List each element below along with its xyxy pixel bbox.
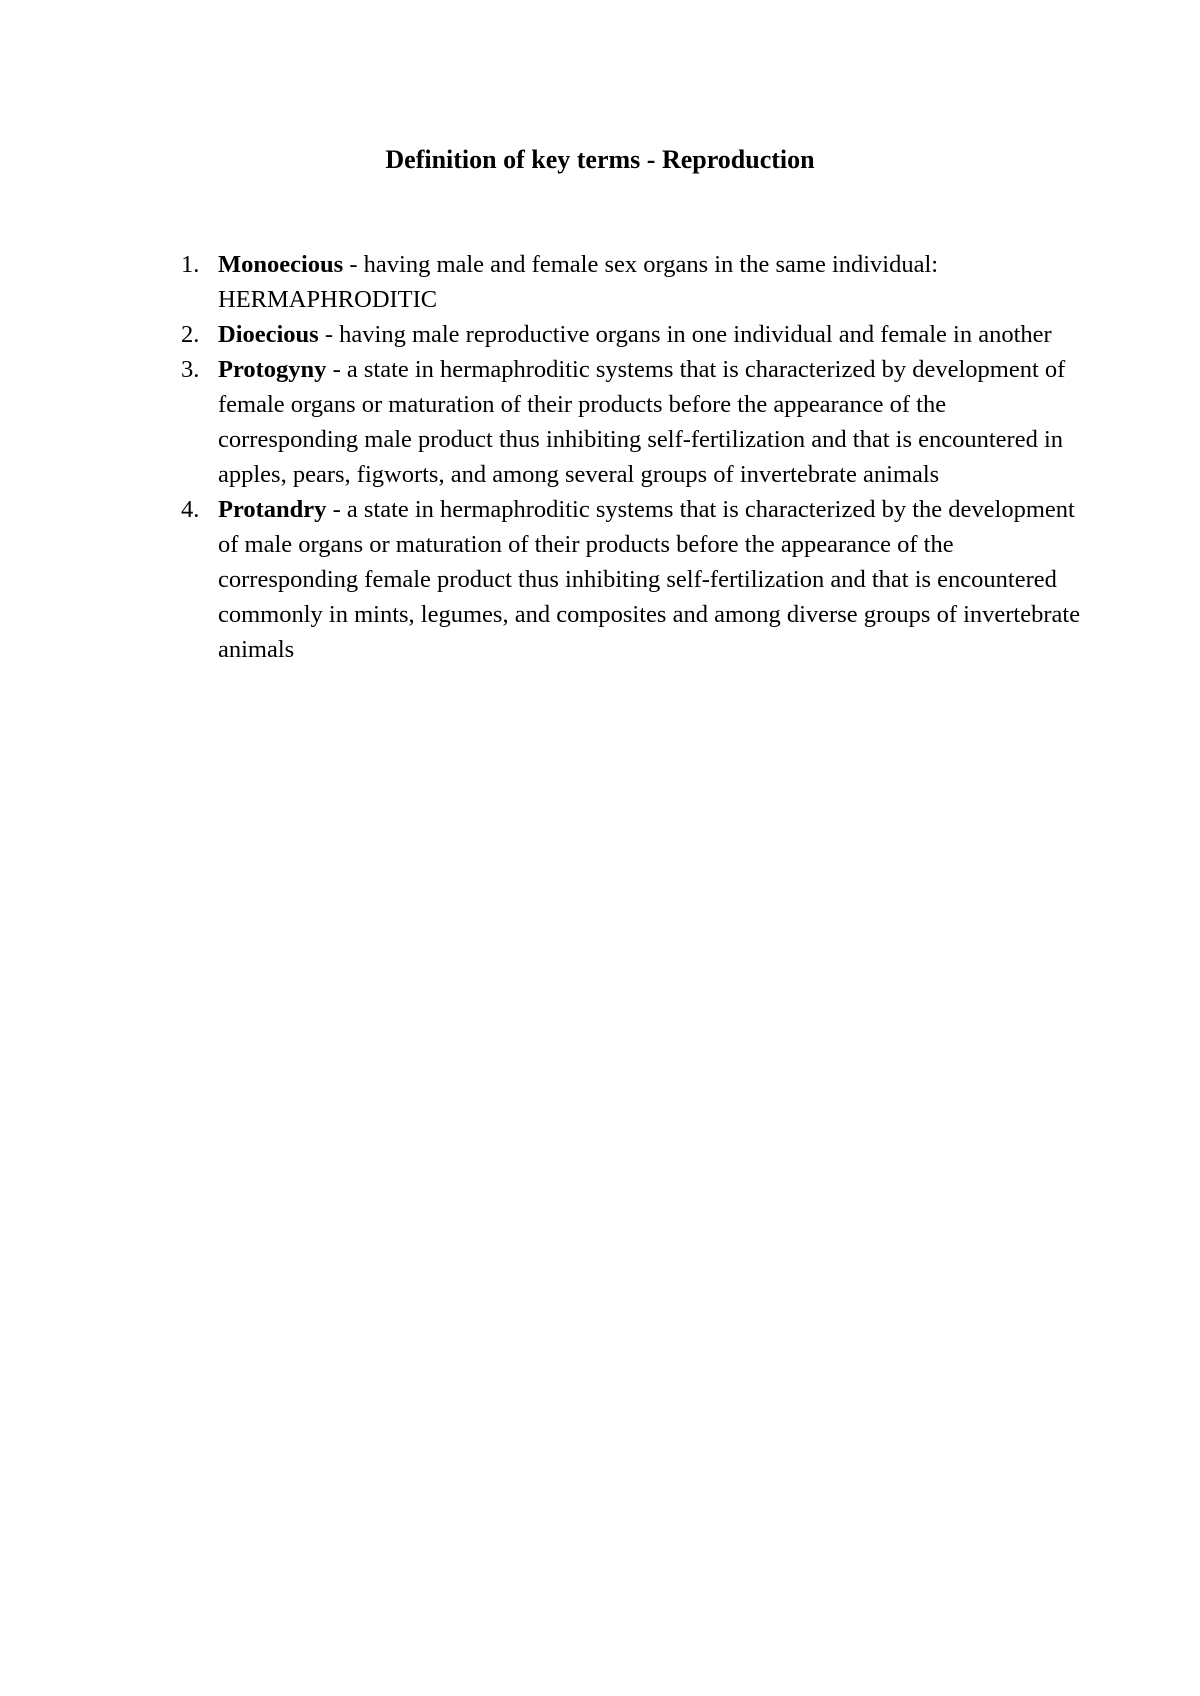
item-number: 2.	[181, 321, 200, 348]
list-item	[181, 492, 1088, 667]
key-terms-list	[181, 247, 1088, 667]
term-separator: -	[326, 356, 347, 383]
item-number: 4.	[181, 496, 200, 523]
term-separator: -	[318, 321, 340, 348]
term-separator: -	[343, 251, 364, 278]
term-name: Dioecious	[218, 321, 319, 348]
term-definition: a state in hermaphroditic systems that is characterized by development of female organs or maturation of their products before the appearance of the corresponding male product thus inhibiting self-fertilization and that is encountered in apples, pears, figworts, and among several groups of invertebrate animals	[218, 356, 1066, 488]
document-title: Definition of key terms - Reproduction	[385, 145, 815, 174]
term-name: Monoecious	[218, 251, 344, 278]
term-definition: having male reproductive organs in one individual and female in another	[339, 321, 1052, 348]
item-number: 3.	[181, 356, 200, 383]
term-separator: -	[326, 496, 347, 523]
list-item	[181, 247, 1088, 317]
term-definition: having male and female sex organs in the same individual: HERMAPHRODITIC	[218, 251, 939, 313]
term-definition: a state in hermaphroditic systems that is characterized by the development of male organs or maturation of their products before the appearance of the corresponding female product thus inhibiting self-fertilization and that is encountered commonly in mints, legumes, and composites and among diverse groups of invertebrate animals	[218, 496, 1081, 663]
term-name: Protandry	[218, 496, 327, 523]
term-name: Protogyny	[218, 356, 327, 383]
item-number: 1.	[181, 251, 200, 278]
list-item	[181, 352, 1088, 492]
list-item	[181, 317, 1088, 352]
